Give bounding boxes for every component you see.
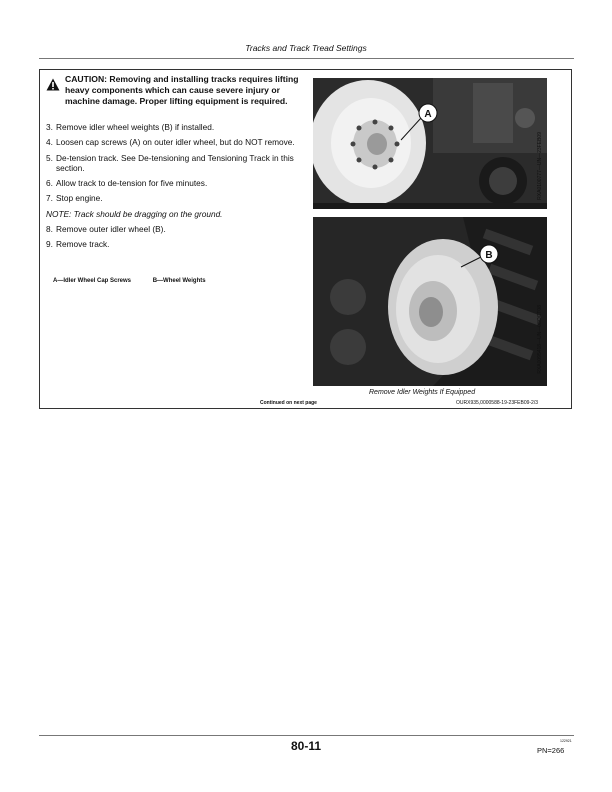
step-5: 5. De-tension track. See De-tensioning and Tensioning Track in this section. — [46, 152, 294, 173]
svg-text:B: B — [485, 250, 493, 261]
bottom-photo-code: RXA0095418—UN—08OCT08 — [537, 305, 543, 374]
legend-a: A—Idler Wheel Cap Screws — [53, 278, 132, 284]
footer-rule — [39, 735, 574, 736]
step-6: 6. Allow track to de-tension for five minutes. — [46, 178, 208, 189]
warning-icon — [46, 78, 60, 91]
pn-number: PN=266 — [537, 746, 565, 755]
idler-wheel-photo — [313, 78, 547, 209]
caution-text: CAUTION: Removing and installing tracks requires lifting heavy components which can cause severe injury or machine damage. Proper lifting equipment is required. — [65, 74, 299, 106]
callout-legend — [53, 278, 226, 284]
procedure-steps — [46, 122, 296, 255]
continued-note: Continued on next page — [260, 400, 317, 406]
page-header: Tracks and Track Tread Settings — [245, 43, 367, 53]
page-number: 80-11 — [290, 739, 322, 753]
header-rule — [39, 58, 574, 59]
footer-small-code: 122921 — [560, 739, 572, 743]
top-photo-code: RXA0100777—UN—23FEB09 — [537, 132, 543, 200]
svg-text:A: A — [424, 109, 432, 120]
figure-caption: Remove Idler Weights If Equipped — [369, 389, 476, 396]
legend-b: B—Wheel Weights — [152, 278, 206, 284]
step-9: 9. Remove track. — [46, 239, 110, 250]
step-4: 4. Loosen cap screws (A) on outer idler wheel, but do NOT remove. — [46, 137, 295, 148]
step-7: 7. Stop engine. — [46, 193, 103, 204]
step-8: 8. Remove outer idler wheel (B). — [46, 224, 166, 235]
wheel-weights-photo — [313, 217, 547, 386]
caution-block — [46, 74, 301, 107]
document-reference: OURX935,0000588-19-23FEB09-2/3 — [456, 400, 538, 406]
note: NOTE: Track should be dragging on the ground. — [46, 208, 223, 219]
step-3: 3. Remove idler wheel weights (B) if installed. — [46, 122, 215, 132]
